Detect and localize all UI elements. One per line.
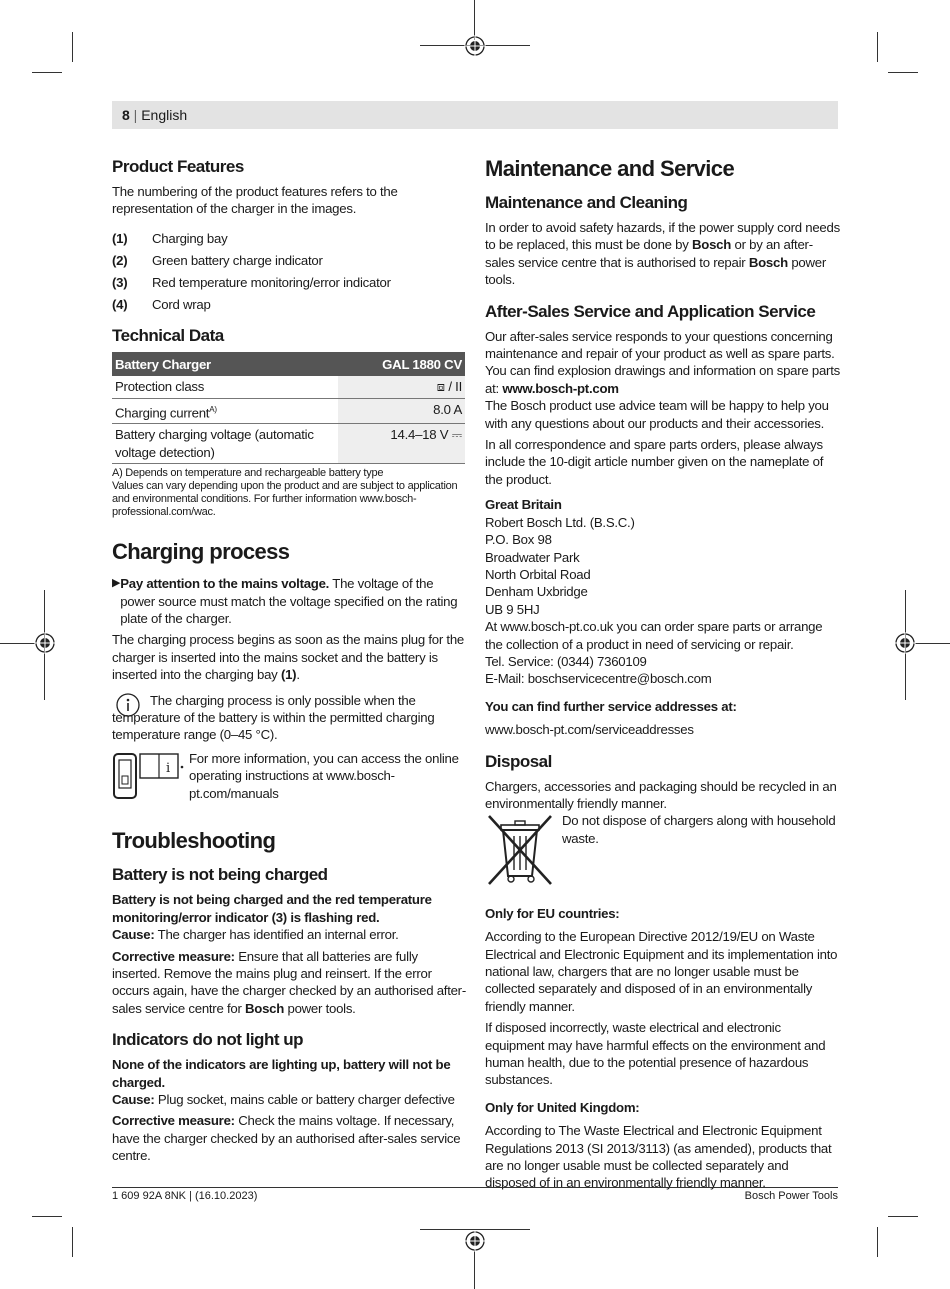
table-note: Values can vary depending upon the product and are subject to application and environmental conditions. For further information www.bosch-professional.com/wac. [112, 480, 458, 519]
table-row: Battery charging voltage (automatic voltage detection) 14.4–18 V ⎓ [112, 424, 465, 464]
technical-data-heading: Technical Data [112, 326, 224, 346]
maintenance-heading: Maintenance and Service [485, 156, 735, 181]
eu-heading: Only for EU countries: [485, 905, 620, 921]
great-britain-heading: Great Britain [485, 497, 562, 513]
technical-data-table [112, 352, 465, 464]
list-item: (4) Cord wrap [112, 296, 211, 312]
info-icon [115, 692, 141, 722]
list-item: ▶ Pay attention to the mains voltage. The voltage of the power source must match the voltage specified on the rating plate of the charger. [112, 576, 458, 627]
service-addresses-link[interactable]: www.bosch-pt.com/serviceaddresses [485, 722, 694, 738]
cleaning-heading: Maintenance and Cleaning [485, 193, 688, 212]
table-header: Battery Charger [112, 352, 338, 376]
crop-mark [888, 1216, 918, 1217]
uk-heading: Only for United Kingdom: [485, 1099, 640, 1115]
registration-mark-icon [464, 35, 486, 62]
page-language: English [141, 107, 188, 123]
manual-note: i For more information, you can access the online operating instructions at www.bosch-pt.com/manuals [112, 750, 467, 806]
list-item: (2) Green battery charge indicator [112, 252, 323, 268]
info-note: The charging process is only possible when the temperature of the battery is within the permitted charging temperature range (0–45 °C). [112, 692, 435, 743]
crop-mark [474, 0, 475, 40]
svg-text:i: i [166, 760, 170, 776]
charging-heading: Charging process [112, 539, 290, 565]
battery-not-charged-heading: Battery is not being charged [112, 865, 328, 885]
registration-mark-icon [464, 1230, 486, 1257]
crossed-bin-icon [485, 812, 562, 892]
table-row: Protection class ⧈ / II [112, 376, 465, 398]
list-item: (1) Charging bay [112, 230, 228, 246]
page-header: 8 | English [112, 101, 838, 129]
crop-mark [888, 72, 918, 73]
table-row: Charging current$^{A)}$ 8.0 A [112, 398, 465, 424]
registration-mark-icon [34, 632, 56, 659]
product-features-intro: The numbering of the product features refers to the representation of the charger in the images. [112, 184, 398, 217]
publisher: Bosch Power Tools [744, 1190, 838, 1202]
left-column: Product Features The numbering of the product features refers to the representation of the charger in the images. (1) Charging bay (2) Green battery charge indicator (3) Red temperature monitoring/error indicator (4) Cord wrap Technical Data Battery Charger GAL 1880 CV Protection class ⧈ / II Charging current$^{A)}$ 8.0 A Battery charging voltage (automatic voltage detection) 14.4–18 V ⎓ A) Depends on temperature and rechargeable battery type Values can vary depending upon the product and are subject to application and environmental conditions. For further information www.bosch-professional.com/wac. Charging process ▶ Pay attention to the mains voltage. The voltage of the power source must match the voltage specified on the rating plate of the charger. The charging process begins as soon as the mains plug for the charger is inserted into the mains socket and the battery is inserted into the charging bay (1). The charging process is only possible when the temperature of the battery is within the permitted charging temperature range (0–45 °C). i For more information, you can access the online operating instructions at www.bosch-pt.com/manuals Troubleshooting Battery is not being charged Battery is not being charged and the red temperature monitoring/error indicator (3) is flashing red. Cause: The charger has identified an internal error. Corrective measure: Ensure that all batteries are fully inserted. Remove the mains plug and reinsert. If the error occurs again, have the charger checked by an authorised after-sales service centre for Bosch power tools. Indicators do not light up None of the indicators are lighting up, battery will not be charged. Cause: Plug socket, mains cable or battery charger defective Corrective measure: Check the mains voltage. If necessary, have the charger checked by an authorised after-sales service centre. [112, 157, 466, 1164]
indicators-heading: Indicators do not light up [112, 1030, 303, 1050]
crop-mark [32, 72, 62, 73]
crop-mark [915, 643, 950, 644]
table-header: GAL 1880 CV [338, 352, 465, 376]
feature-list [112, 230, 467, 313]
table-footnote: A) Depends on temperature and rechargeable battery type [112, 467, 384, 480]
document-code: 1 609 92A 8NK | (16.10.2023) [112, 1190, 258, 1202]
crop-mark [72, 1227, 73, 1257]
crop-mark [877, 32, 878, 62]
crop-mark [72, 32, 73, 62]
charging-paragraph: The charging process begins as soon as the mains plug for the charger is inserted into the mains socket and the battery is inserted into the charging bay (1). [112, 632, 465, 683]
troubleshooting-heading: Troubleshooting [112, 828, 276, 854]
after-sales-heading: After-Sales Service and Application Service [485, 301, 816, 321]
product-features-heading: Product Features [112, 157, 244, 176]
page-number: 8 [122, 107, 130, 123]
crop-mark [32, 1216, 62, 1217]
right-column: Maintenance and Service Maintenance and Cleaning In order to avoid safety hazards, if the power supply cord needs to be replaced, this must be done by Bosch or by an after-sales service centre that is authorised to repair Bosch power tools. After-Sales Service and Application Service Our after-sales service responds to your questions concerning maintenance and repair of your product as well as spare parts. You can find explosion drawings and information on spare parts at: www.bosch-pt.com The Bosch product use advice team will be happy to help you with any questions about our products and their accessories. In all correspondence and spare parts orders, please always include the 10-digit article number given on the nameplate of the product. Great Britain Robert Bosch Ltd. (B.S.C.) P.O. Box 98 Broadwater Park North Orbital Road Denham Uxbridge UB 9 5HJ At www.bosch-pt.co.uk you can order spare parts or arrange the collection of a product in need of servicing or repair. Tel. Service: (0344) 7360109 E-Mail: boschservicecentre@bosch.com You can find further service addresses at: www.bosch-pt.com/serviceaddresses Disposal Chargers, accessories and packaging should be recycled in an environmentally friendly manner. Do not dispose of chargers along with household waste. Only for EU countries: According to the European Directive 2012/19/EU on Waste Electrical and Electronic Equipment and its implementation into national law, chargers that are no longer usable must be collected separately and disposed of in an environmentally friendly manner. If disposed incorrectly, waste electrical and electronic equipment may have harmful effects on the environment and human health, due to the potential presence of hazardous substances. Only for United Kingdom: According to The Waste Electrical and Electronic Equipment Regulations 2013 (SI 2013/3113) (as amended), products that are no longer usable must be collected separately and disposed of in an environmentally friendly manner. [485, 156, 840, 1191]
online-manual-icon [112, 750, 189, 806]
page-footer [112, 1187, 838, 1202]
triangle-bullet-icon: ▶ [112, 577, 121, 590]
bosch-pt-link[interactable]: www.bosch-pt.com [502, 380, 619, 396]
address-block: Robert Bosch Ltd. (B.S.C.) P.O. Box 98 Broadwater Park North Orbital Road Denham Uxbridge UB 9 5HJ [485, 514, 635, 617]
disposal-heading: Disposal [485, 751, 552, 771]
crop-mark [877, 1227, 878, 1257]
list-item: (3) Red temperature monitoring/error indicator [112, 274, 391, 290]
crop-mark [0, 643, 35, 644]
registration-mark-icon [894, 632, 916, 659]
